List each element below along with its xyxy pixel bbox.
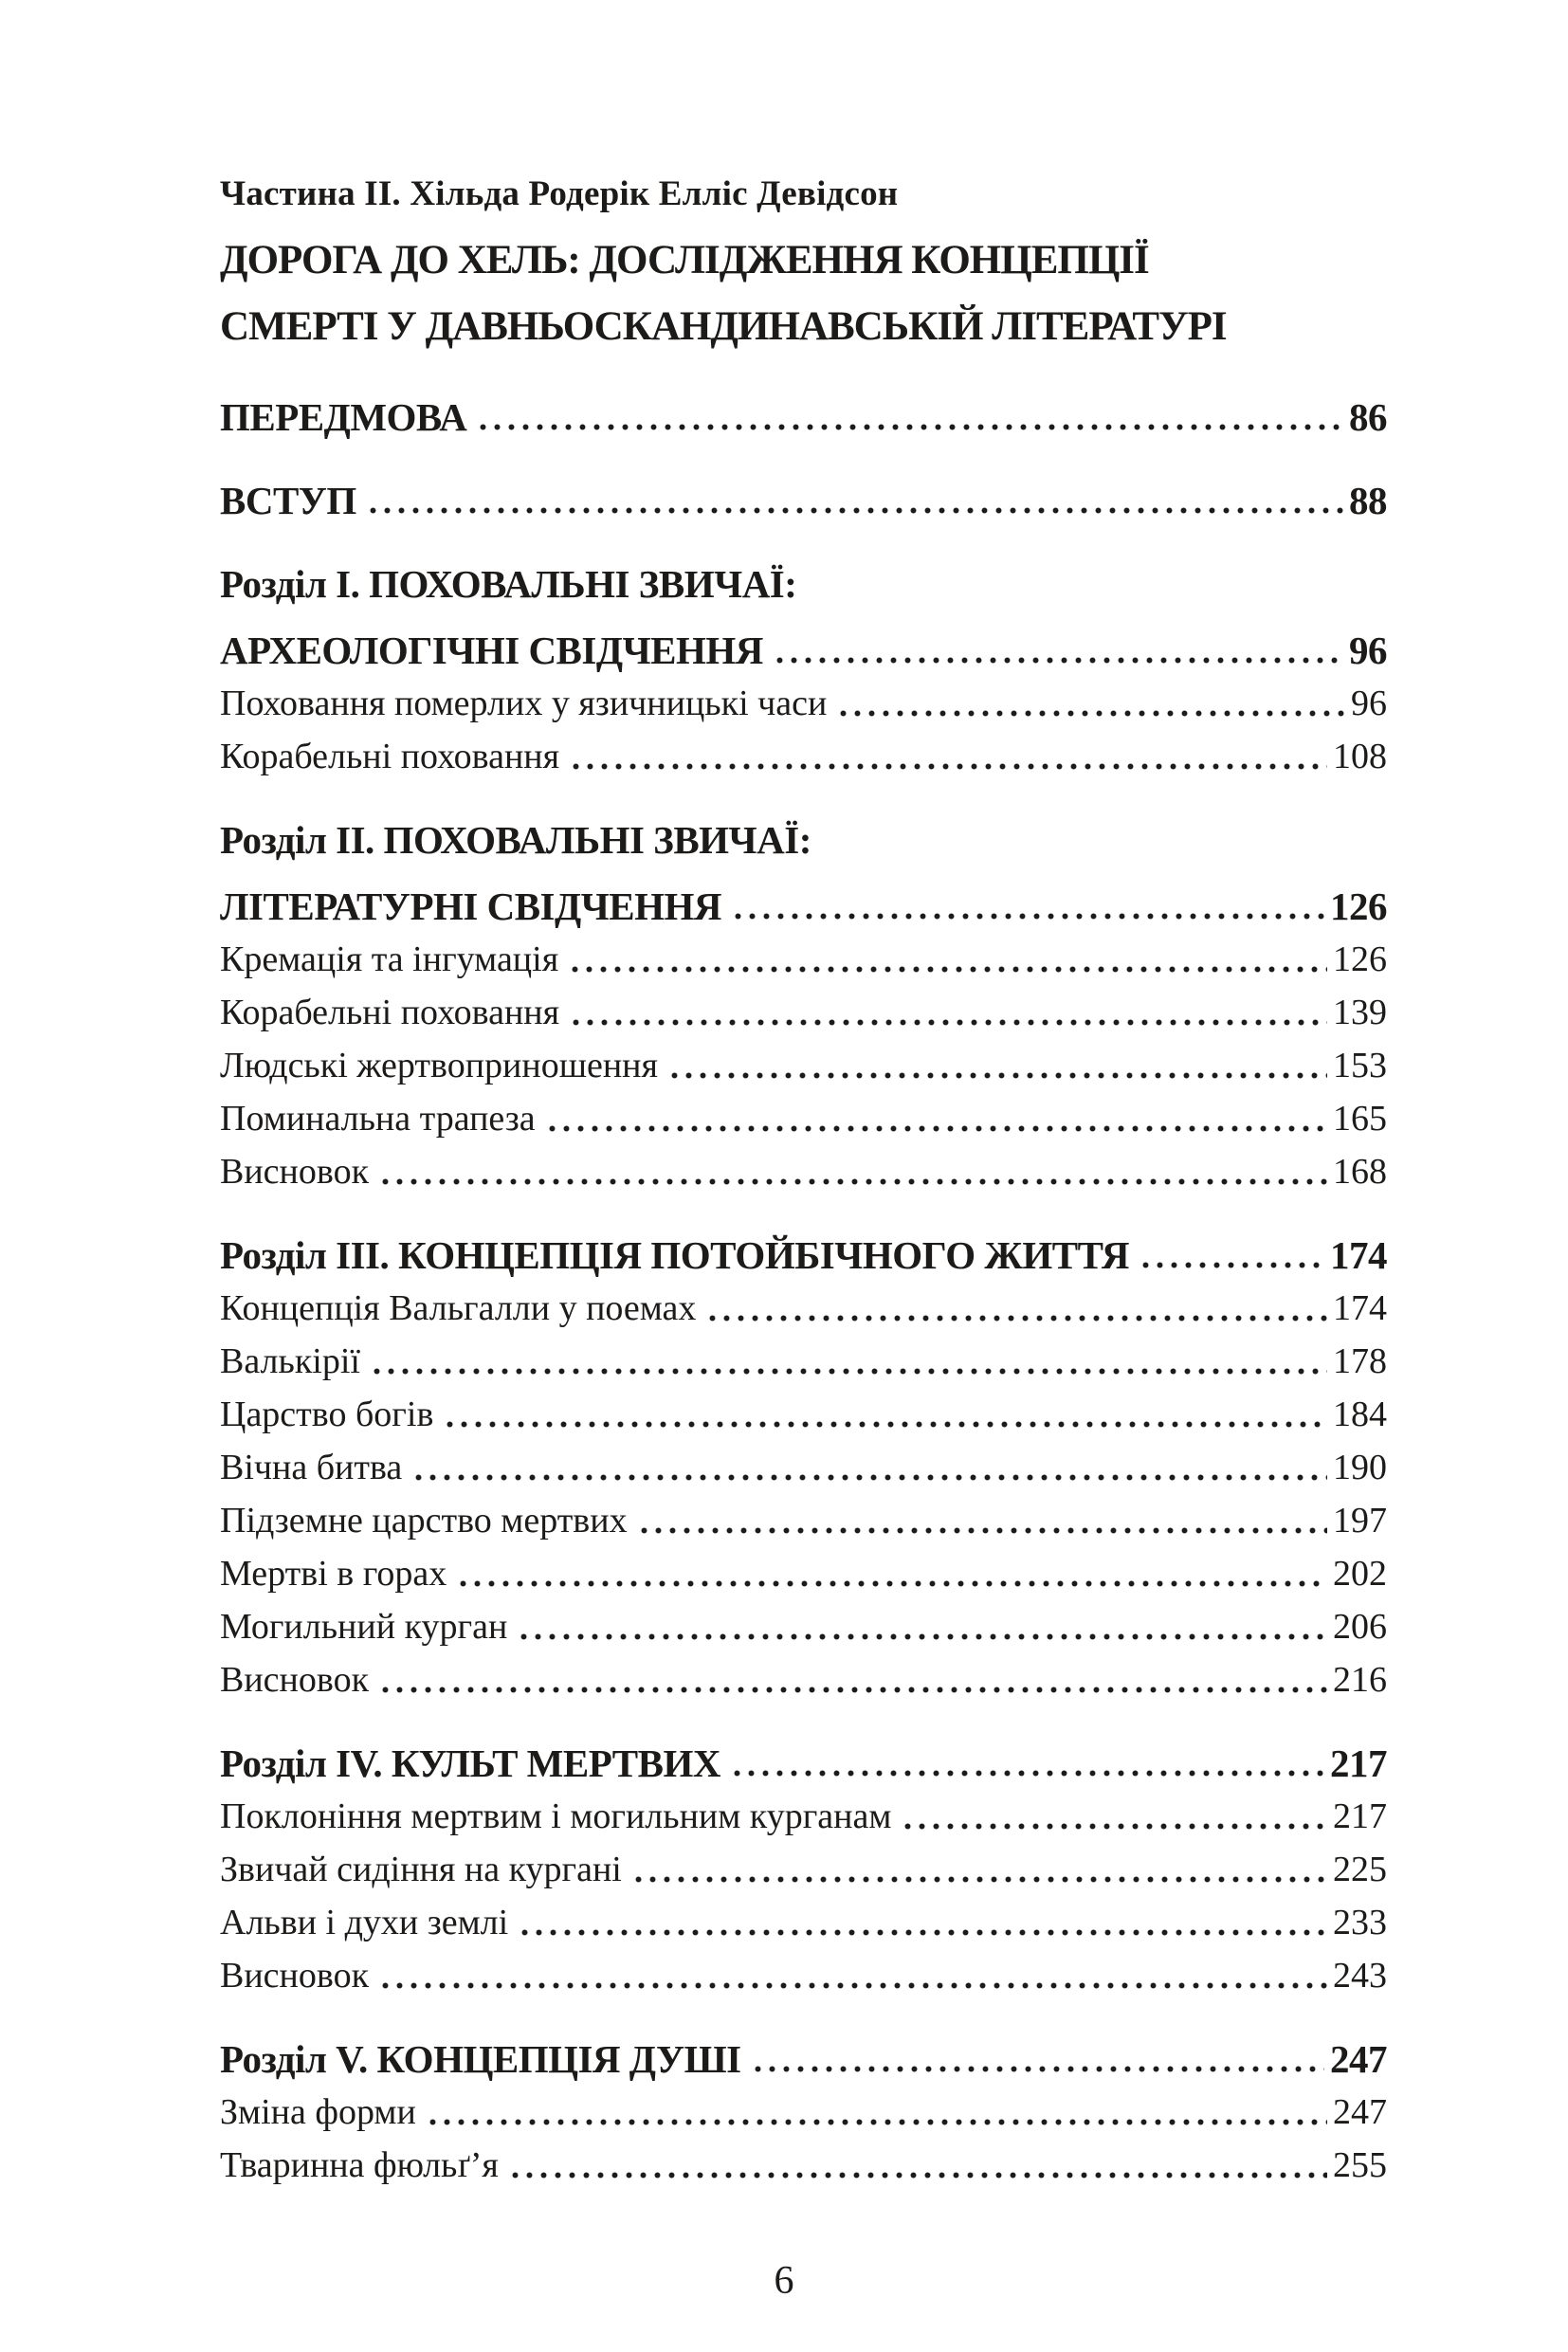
- toc-item: [220, 1600, 1387, 1653]
- toc-entry-label: Поминальна трапеза: [220, 1099, 536, 1139]
- toc-entry-page: 247: [1330, 2037, 1387, 2081]
- toc-item: [220, 677, 1387, 730]
- toc-entry-page: 247: [1333, 2092, 1387, 2132]
- toc-entry-label: Вічна битва: [220, 1448, 403, 1487]
- toc-item: [220, 1949, 1387, 2002]
- toc-entry-page: 168: [1333, 1152, 1387, 1192]
- toc-item: [220, 986, 1387, 1039]
- toc-entry-label: ВСТУП: [220, 479, 356, 522]
- toc-entry-label: ПЕРЕДМОВА: [220, 395, 467, 439]
- dot-leader: [456, 1580, 1327, 1587]
- dot-leader: [1139, 1262, 1324, 1268]
- toc-entry-label: Поховання померлих у язичницькі часи: [220, 684, 828, 723]
- dot-leader: [773, 657, 1343, 664]
- dot-leader: [569, 763, 1327, 770]
- toc-item: [220, 1494, 1387, 1547]
- toc-item: [220, 1441, 1387, 1494]
- toc-chapter-title-line2: [220, 624, 1387, 677]
- toc-entry-page: 216: [1333, 1660, 1387, 1700]
- toc-item: [220, 1282, 1387, 1335]
- dot-leader: [836, 710, 1345, 717]
- toc-entry-page: 243: [1333, 1956, 1387, 1996]
- toc-entry-label: Підземне царство мертвих: [220, 1501, 628, 1541]
- toc-entry-page: 86: [1349, 395, 1387, 439]
- toc-entry-label: Могильний курган: [220, 1607, 508, 1647]
- toc: [220, 161, 1387, 2192]
- toc-item: [220, 1335, 1387, 1388]
- toc-item: [220, 1145, 1387, 1198]
- toc-entry-label: ЛІТЕРАТУРНІ СВІДЧЕННЯ: [220, 884, 722, 928]
- dot-leader: [366, 507, 1343, 514]
- toc-entry-label: Розділ IV. КУЛЬТ МЕРТВИХ: [220, 1741, 720, 1785]
- toc-item: [220, 1843, 1387, 1896]
- toc-item: [220, 2086, 1387, 2139]
- toc-entry-page: 225: [1333, 1850, 1387, 1889]
- toc-entry-label: Корабельні поховання: [220, 993, 560, 1032]
- toc-entry-page: 126: [1330, 884, 1387, 928]
- toc-item: [220, 1388, 1387, 1441]
- dot-leader: [568, 966, 1327, 973]
- toc-entry-page: 88: [1349, 479, 1387, 522]
- toc-entry-page: 178: [1333, 1341, 1387, 1381]
- dot-leader: [378, 1982, 1327, 1989]
- toc-entry-page: 197: [1333, 1501, 1387, 1541]
- toc-item: [220, 1790, 1387, 1843]
- toc-entry-page: 233: [1333, 1903, 1387, 1942]
- toc-entry-label: Розділ V. КОНЦЕПЦІЯ ДУШІ: [220, 2037, 741, 2081]
- dot-leader: [637, 1527, 1327, 1534]
- toc-item: [220, 1547, 1387, 1600]
- toc-entry-page: 174: [1330, 1233, 1387, 1277]
- dot-leader: [378, 1687, 1327, 1693]
- toc-entry-page: 206: [1333, 1607, 1387, 1647]
- dot-leader: [426, 2119, 1327, 2125]
- dot-leader: [508, 2172, 1327, 2179]
- toc-chapter-title-line2: [220, 880, 1387, 933]
- toc-item: [220, 1653, 1387, 1706]
- toc-entry-page: 96: [1351, 684, 1387, 723]
- toc-entry-page: 108: [1333, 737, 1387, 776]
- toc-entry-page: 139: [1333, 993, 1387, 1032]
- dot-leader: [518, 1929, 1327, 1936]
- page-number: 6: [774, 2259, 794, 2303]
- dot-leader: [730, 1770, 1324, 1777]
- toc-entry-label: Розділ III. КОНЦЕПЦІЯ ПОТОЙБІЧНОГО ЖИТТЯ: [220, 1233, 1130, 1277]
- toc-item: [220, 1092, 1387, 1145]
- dot-leader: [731, 913, 1324, 920]
- toc-entry-label: Висновок: [220, 1660, 370, 1700]
- toc-entry-label: Людські жертвоприношення: [220, 1046, 658, 1085]
- toc-entry-page: 255: [1333, 2145, 1387, 2185]
- toc-entry-label: Розділ I. ПОХОВАЛЬНІ ЗВИЧАЇ:: [220, 562, 797, 606]
- toc-chapter-heading: [220, 1737, 1387, 1790]
- dot-leader: [517, 1633, 1327, 1640]
- dot-leader: [411, 1474, 1327, 1481]
- toc-entry-label: Царство богів: [220, 1395, 434, 1434]
- toc-entry-label: Зміна форми: [220, 2092, 416, 2132]
- dot-leader: [378, 1178, 1327, 1185]
- toc-entry-label: Тваринна фюльґ’я: [220, 2145, 499, 2185]
- dot-leader: [705, 1315, 1327, 1322]
- toc-item: [220, 1896, 1387, 1949]
- toc-entry-label: Кремація та інгумація: [220, 939, 559, 979]
- toc-entry-label: Поклоніння мертвим і могильним курганам: [220, 1796, 892, 1836]
- part-heading: Частина II. Хільда Родерік Елліс Девідсон: [220, 174, 899, 213]
- toc-item: [220, 1039, 1387, 1092]
- toc-chapter-title-line1: [220, 557, 1387, 611]
- toc-entry-page: 184: [1333, 1395, 1387, 1434]
- toc-entry-label: Альви і духи землі: [220, 1903, 509, 1942]
- dot-leader: [370, 1368, 1327, 1375]
- toc-entry-label: Звичай сидіння на кургані: [220, 1850, 622, 1889]
- toc-item: [220, 2139, 1387, 2192]
- toc-entry-page: 153: [1333, 1046, 1387, 1085]
- toc-entry-page: 165: [1333, 1099, 1387, 1139]
- toc-entry-label: Мертві в горах: [220, 1554, 447, 1594]
- toc-entry-label: Розділ II. ПОХОВАЛЬНІ ЗВИЧАЇ:: [220, 818, 811, 862]
- book-title-line1: ДОРОГА ДО ХЕЛЬ: ДОСЛІДЖЕННЯ КОНЦЕПЦІЇ: [220, 238, 1149, 283]
- dot-leader: [545, 1125, 1327, 1132]
- dot-leader: [476, 424, 1343, 430]
- dot-leader: [443, 1421, 1327, 1428]
- toc-entry-page: 202: [1333, 1554, 1387, 1594]
- toc-section-heading: [220, 391, 1387, 444]
- book-title-line2: СМЕРТІ У ДАВНЬОСКАНДИНАВСЬКІЙ ЛІТЕРАТУРІ: [220, 304, 1227, 349]
- toc-entry-label: Корабельні поховання: [220, 737, 560, 776]
- toc-item: [220, 730, 1387, 783]
- toc-entry-label: Висновок: [220, 1152, 370, 1192]
- dot-leader: [631, 1876, 1327, 1883]
- toc-item: [220, 933, 1387, 986]
- toc-entry-label: Валькірії: [220, 1341, 360, 1381]
- dot-leader: [667, 1072, 1327, 1079]
- dot-leader: [569, 1019, 1327, 1026]
- toc-section-heading: [220, 474, 1387, 527]
- toc-entry-label: АРХЕОЛОГІЧНІ СВІДЧЕННЯ: [220, 629, 763, 672]
- dot-leader: [751, 2066, 1324, 2072]
- toc-entry-page: 190: [1333, 1448, 1387, 1487]
- toc-chapter-heading: [220, 2033, 1387, 2086]
- toc-entry-page: 96: [1349, 629, 1387, 672]
- toc-entry-page: 217: [1333, 1796, 1387, 1836]
- toc-entry-page: 174: [1333, 1288, 1387, 1328]
- toc-chapter-heading: [220, 1229, 1387, 1282]
- dot-leader: [901, 1823, 1327, 1830]
- toc-entry-page: 217: [1330, 1741, 1387, 1785]
- toc-entry-page: 126: [1333, 939, 1387, 979]
- toc-chapter-title-line1: [220, 813, 1387, 866]
- toc-entry-label: Концепція Вальгалли у поемах: [220, 1288, 697, 1328]
- toc-entry-label: Висновок: [220, 1956, 370, 1996]
